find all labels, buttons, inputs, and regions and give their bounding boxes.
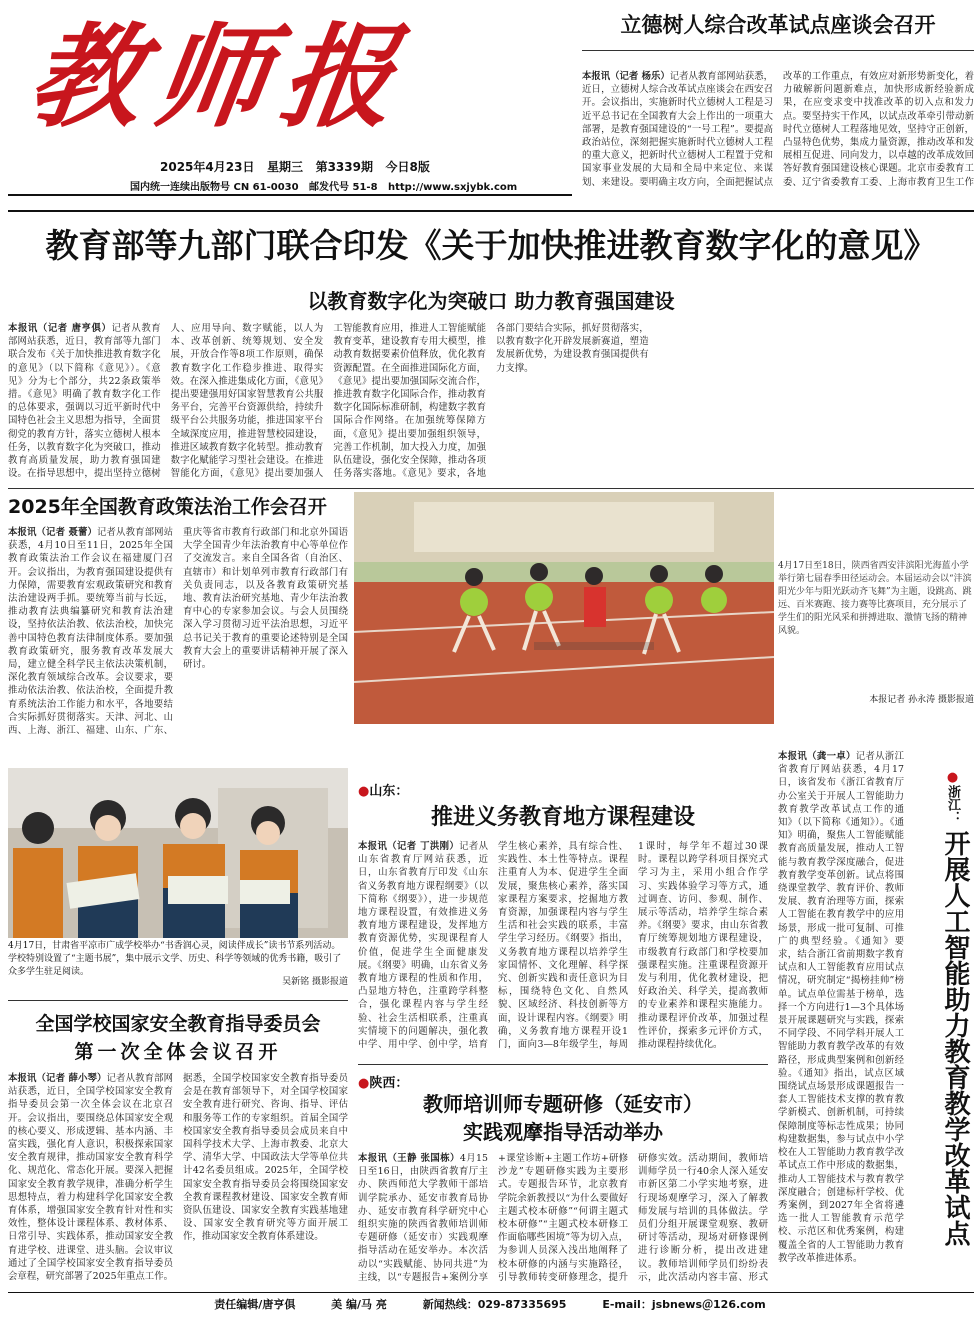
main-story-subheadline: 以教育数字化为突破口 助力教育强国建设 xyxy=(307,289,675,313)
issue-number: 第3339期 xyxy=(315,160,373,174)
zhejiang-story-headline: 开展人工智能助力教育教学改革试点 xyxy=(940,830,970,1246)
security-story-lead: 本报讯（记者 薛小琴） xyxy=(8,1073,107,1084)
issue-date: 2025年4月23日 xyxy=(160,160,255,174)
footer-email: E-mail：jsbnews＠126.com xyxy=(602,1298,766,1311)
law-story-headline: 2025年全国教育政策法治工作会召开 xyxy=(8,496,327,518)
shaanxi-story-headline-2: 实践观摩指导活动举办 xyxy=(463,1120,663,1144)
section-divider-left xyxy=(8,1000,348,1001)
reading-photo-caption xyxy=(8,940,348,980)
shaanxi-story-headline-1: 教师培训师专题研修（延安市） xyxy=(423,1092,703,1116)
shandong-story-lead: 本报讯（记者 丁洪刚） xyxy=(358,841,460,852)
section-divider-top xyxy=(8,210,974,212)
law-story-body xyxy=(8,526,348,750)
main-story-body xyxy=(8,322,974,490)
reading-photo-credit: 吴新铭 摄影报道 xyxy=(282,977,348,987)
shaanxi-region-label: 陕西： xyxy=(369,1076,409,1091)
security-story-text: 记者从教育部网站获悉，近日，全国学校国家安全教育指导委员会第一次全体会议在北京召开。会议指出，要围绕总体国家安全观的核心要义、形成逻辑、基本内涵、丰富实践，强化育人意识，积极探索国家安全教育规律，推动国家安全教育科学化、规范化、常态化开展。要深入把握国家安全教育教学规律，准确分析学生思想特点，着力构建科学化国家安全教育体系，增强国家安全教育针对性和实效性，整体设计课程体系、教材体系、日常引导、实践体系，推动国家安全教育进学校、进课堂、进头脑。会议审议通过了全国学校国家安全教育指导委员会章程，研究部署了2025年重点工作。据悉，全国学校国家安全教育指导委员会是在教育部领导下，对全国学校国家安全教育进行研究、咨询、指导、评估和服务等工作的专家组织。首届全国学校国家安全教育指导委员会成员来自中国科学技术大学、上海市教委、北京大学、清华大学、中国政法大学等单位共计42名委员组成。2025年，全国学校国家安全教育指导委员会将围绕国家安全教育课程教材建设、国家安全教育师资队伍建设、国家安全教育实践基地建设、国家安全教育研究等方面开展工作，推动国家安全教育体系建设。 xyxy=(8,1073,348,1283)
region-bullet-icon: ● xyxy=(945,770,960,785)
sports-photo-credit: 本报记者 孙永涛 摄影报道 xyxy=(869,695,974,705)
top-story-rule xyxy=(582,50,974,51)
region-bullet-icon: ● xyxy=(358,784,370,799)
website-url: http://www.sxjybk.com xyxy=(388,182,518,193)
shaanxi-story-text: 4月15日至16日，由陕西省教育厅主办、陕西师范大学教师干部培训学院承办、延安市教育局协办、延安市教育科学研究中心组织实施的陕西省教师培训师专题研修（延安市）实践观摩指导活动在延安举办。本次活动以“实践赋能、协同共进”为主线，以“专题报告+案例分享+课堂诊断+主题工作坊+研修沙龙”专题研修实践为主要形式。专题报告环节，北京教育学院余新教授以“为什么要做好主题式校本研修”“何谓主题式校本研修”“主题式校本研修工作面临哪些困境”等为切入点，为参训人员深入浅出地阐释了校本研修的内涵与实施路径，引导教师转变研修理念，提升研修实效。活动期间，教师培训师学员一行40余人深入延安市新区第二小学实地考察，进行现场观摩学习，深入了解教师发展与培训的具体做法。学员们分组开展课堂观察、教研研讨等活动，现场对研修课例进行诊断分析，提出改进建议。教师培训师学员们纷纷表示，此次活动内容丰富、形式 xyxy=(358,1153,768,1283)
issue-weekday: 星期三 xyxy=(267,160,304,174)
shandong-region-label: 山东： xyxy=(369,784,409,799)
main-story-text: 记者从教育部网站获悉，近日，教育部等九部门联合发布《关于加快推进教育数字化的意见》（以下简称《意见》）。《意见》分为七个部分，共22条政策举措。《意见》明确了教育数字化工作的总体要求，强调以习近平新时代中国特色社会主义思想为指导，全面贯彻党的教育方针，落实立德树人根本任务，以教育数字化为突破口，推动教育高质量发展，助力教育强国建设。在指导思想中，提出坚持立德树人、应用导向、数字赋能，以人为本、改革创新、统筹规划、安全发展，开放合作等8项工作原则，确保教育数字化工作稳步推进、取得实效。在深入推进集成化方面，《意见》提出要建强用好国家智慧教育公共服务平台，完善平台资源供给，持续升级平台公共服务功能，推进国家平台全域深度应用，推进智慧校园建设，推进区域教育数字化转型。推动教育数字化赋能学习型社会建设。在推进智能化方面，《意见》提出要加强人工智能教育应用，推进人工智能赋能教育变革，建设教育专用大模型，推动教育数据要素价值释放，优化教育资源配置。在全面推进国际化方面，《意见》提出要加强国际交流合作，推进教育数字化国际合作，推动教育数字化国际标准研制，构建数字教育国际合作网络。在加强统筹保障方面，《意见》提出要加强组织领导，完善工作机制，加大投入力度，加强队伍建设，强化安全保障，推动各项任务落实落地。《意见》要求，各地各部门要结合实际，抓好贯彻落实，以教育数字化开辟发展新赛道，塑造发展新优势，为建设教育强国提供有力支撑。 xyxy=(8,323,649,480)
shandong-story-body xyxy=(358,840,768,1064)
security-story-headline-1: 全国学校国家安全教育指导委员会 xyxy=(35,1013,321,1035)
footer-hotline: 新闻热线：029-87335695 xyxy=(422,1298,567,1311)
law-story-lead: 本报讯（记者 聂蕾） xyxy=(8,527,98,538)
section-divider-main xyxy=(8,488,974,489)
top-story-headline: 立德树人综合改革试点座谈会召开 xyxy=(620,13,936,37)
security-story-body xyxy=(8,1072,348,1288)
issue-pages: 今日8版 xyxy=(385,160,430,174)
top-story-text: 记者从教育部网站获悉，近日，立德树人综合改革试点座谈会在西安召开。会议指出，实施新时代立德树人工程是习近平总书记在全国教育大会上作出的一项重大部署，是教育强国建设的“一号工程”。要提高政治站位，深刻把握实施新时代立德树人工程的重大意义，把新时代立德树人工程置于党和国家事业发展的大局和全局中来定位、来谋划、来建设。要明确主攻方向，全面把握试点改革的工作重点，有效应对新形势新变化，着力破解新问题新难点，加快形成新经验新成果，在应变求变中找准改革的切入点和发力点。要坚持实干作风，以试点改革牵引带动新时代立德树人工程落地见效，坚持守正创新，凸显特色优势，集成力量资源，推动改革和发展相互促进、同向发力，以卓越的改革成效回答好教育强国建设核心课题。北京市委教育工委、辽宁省委教育工委、上海市教育卫生工作 xyxy=(582,71,974,188)
cn-number: 国内统一连续出版物号 CN 61-0030 xyxy=(130,182,299,193)
shaanxi-story-lead: 本报讯（王静 张国栋） xyxy=(358,1153,460,1164)
zhejiang-region-label: 浙江： xyxy=(945,785,960,824)
postal-code: 邮发代号 51-8 xyxy=(309,182,378,193)
top-story-body xyxy=(582,70,974,200)
shandong-story-headline: 推进义务教育地方课程建设 xyxy=(430,805,695,830)
zhejiang-region-tag xyxy=(922,770,962,824)
section-divider-center xyxy=(358,1064,768,1065)
shaanxi-region-tag xyxy=(358,1072,448,1091)
sports-photo-caption xyxy=(778,560,974,690)
reading-festival-photo xyxy=(8,768,348,938)
newspaper-masthead-logo: 教师报 xyxy=(20,12,418,143)
page-footer xyxy=(0,1296,980,1312)
main-story-headline: 教育部等九部门联合印发《关于加快推进教育数字化的意见》 xyxy=(45,226,937,265)
law-story-text: 记者从教育部网站获悉，4月10日至11日，2025年全国教育政策法治工作会议在福建厦门召开。会议指出，为教育强国建设提供有力保障，需要教育宏观政策研究和教育法治建设两手抓。要统筹当前与长远，推动教育法典编纂研究和教育法治建设，坚持依法治教、依法治校，加快完善中国特色教育法律制度体系。要加强教育政策研究，服务教育改革发展大局，建立健全科学民主依法决策机制，深化教育领域综合改革。会议要求，要推动依法治教、依法治校，全面提升教育系统法治工作能力和水平，各地要结合实际抓好贯彻落实。天津、河北、山西、上海、浙江、福建、山东、广东、重庆等省市教育行政部门和北京外国语大学全国青少年法治教育中心等单位作了交流发言。来自全国各省（自治区、直辖市）和计划单列市教育行政部门有关负责同志，以及各教育政策研究基地、教育法治研究基地、青少年法治教育中心的专家参加会议。与会人员围绕深入学习贯彻习近平法治思想，习近平总书记关于教育的重要论述特别是全国教育大会上的重要讲话精神开展了深入研讨。 xyxy=(8,527,348,737)
footer-divider xyxy=(8,1292,974,1293)
masthead-divider xyxy=(8,194,572,196)
main-story-lead: 本报讯（记者 唐亨俱） xyxy=(8,323,112,334)
sports-photo-caption-text: 4月17日至18日，陕西省西安沣滨阳光海蓝小学举行第七届春季田径运动会。本届运动会以“沣滨阳光少年与阳光跃动齐飞舞”为主题，设跳高、跳远、百米赛跑、接力赛等比赛项目，充分展示了学生们的阳光风采和拼搏进取、激情飞扬的精神风貌。 xyxy=(778,561,972,636)
top-story-lead: 本报讯（记者 杨乐） xyxy=(582,71,670,82)
security-story-headline-2: 第一次全体会议召开 xyxy=(74,1041,282,1063)
shandong-story-text: 记者从山东省教育厅网站获悉，近日，山东省教育厅印发《山东省义务教育地方课程纲要》（以下简称《纲要》），进一步规范地方课程设置，有效推进义务教育地方课程建设，发挥地方教育资源优势，实现课程育人价值，促进学生全面健康发展。《纲要》明确，山东省义务教育地方课程的性质和作用，凸显地方特色，注重跨学科整合，强化课程内容与学生经验、社会生活相联系，注重真实情境下的问题解决，强化教中学、用中学、创中学，培育学生核心素养，具有综合性、实践性、本土性等特点。课程注重育人为本、促进学生全面发展，聚焦核心素养，落实国家课程方案要求，挖掘地方教育资源，加强课程内容与学生生活和社会实践的联系，丰富学生学习经历。《纲要》指出，义务教育地方课程以培养学生家国情怀、文化理解、科学探究、创新实践和责任意识为目标，围绕特色文化、自然风貌、区域经济、科技创新等方面，设计课程内容。《纲要》明确，义务教育地方课程开设1门，面向3—8年级学生，每周1课时，每学年不超过30课时。课程以跨学科项目探究式学习为主，采用小组合作学习、实践体验学习等方式，通过调查、访问、参观、制作、展示等活动，培养学生综合素养。《纲要》要求，由山东省教育厅统筹规划地方课程建设，市级教育行政部门和学校要加强课程实施。注重课程资源开发与利用，优化教材建设，把好政治关、科学关，提高教师的专业素养和课程实施能力。推动课程评价改革，加强过程性评价，探索多元评价方式，推动课程持续优化。 xyxy=(358,841,768,1051)
reading-photo-caption-text: 4月17日，甘肃省平凉市广成学校举办“书香润心灵，阅读伴成长”读书节系列活动。学校特别设置了“主题书展”，集中展示文学、历史、科学等领域的优秀书籍，吸引了众多学生驻足阅读。 xyxy=(8,941,342,977)
zhejiang-story-text: 记者从浙江省教育厅网站获悉，4月17日，该省发布《浙江省教育厅办公室关于开展人工智能助力教育教学改革试点工作的通知》（以下简称《通知》）。《通知》明确，聚焦人工智能赋能教育高质量发展，推动人工智能与教育教学深度融合，促进教育教学变革创新。试点将围绕课堂教学、教育评价、教师发展、教育治理等方面，探索人工智能在教育教学中的应用场景，形成一批可复制、可推广的典型经验。《通知》要求，结合浙江省前期数字教育试点和人工智能教育应用试点情况，研究制定“揭榜挂帅”榜单。试点单位需基于榜单，选择一个方向进行1—3个具体场景开展课题研究与实践，探索不同学段、不同学科开展人工智能助力教育教学改革的有效路径，形成典型案例和创新经验。《通知》指出，试点区域围绕试点场景形成课题报告一套人工智能技术支撑的教育教学新模式、创新机制，可持续保障制度等标志性成果；协同构建数据集，参与试点中小学校在人工智能助力教育教学改革试点工作中形成的数据集，推动人工智能技术与教育教学深度融合；创建标杆学校、优秀案例，到2027年全省将遴选一批人工智能教育示范学校、示范区和优秀案例，构建覆盖全省的人工智能助力教育教学改革推进体系。 xyxy=(778,751,904,1264)
footer-designer: 美 编/马 亮 xyxy=(331,1298,387,1311)
region-bullet-icon: ● xyxy=(358,1076,370,1091)
shaanxi-story-body xyxy=(358,1152,768,1288)
zhejiang-story-lead: 本报讯（龚一卓） xyxy=(778,751,856,762)
zhejiang-story-body xyxy=(778,750,904,1288)
footer-editor: 责任编辑/唐亨俱 xyxy=(214,1298,296,1311)
issue-dateline xyxy=(160,158,430,175)
sports-meet-photo xyxy=(354,492,774,724)
publication-info xyxy=(130,178,517,193)
shandong-region-tag xyxy=(358,780,448,799)
